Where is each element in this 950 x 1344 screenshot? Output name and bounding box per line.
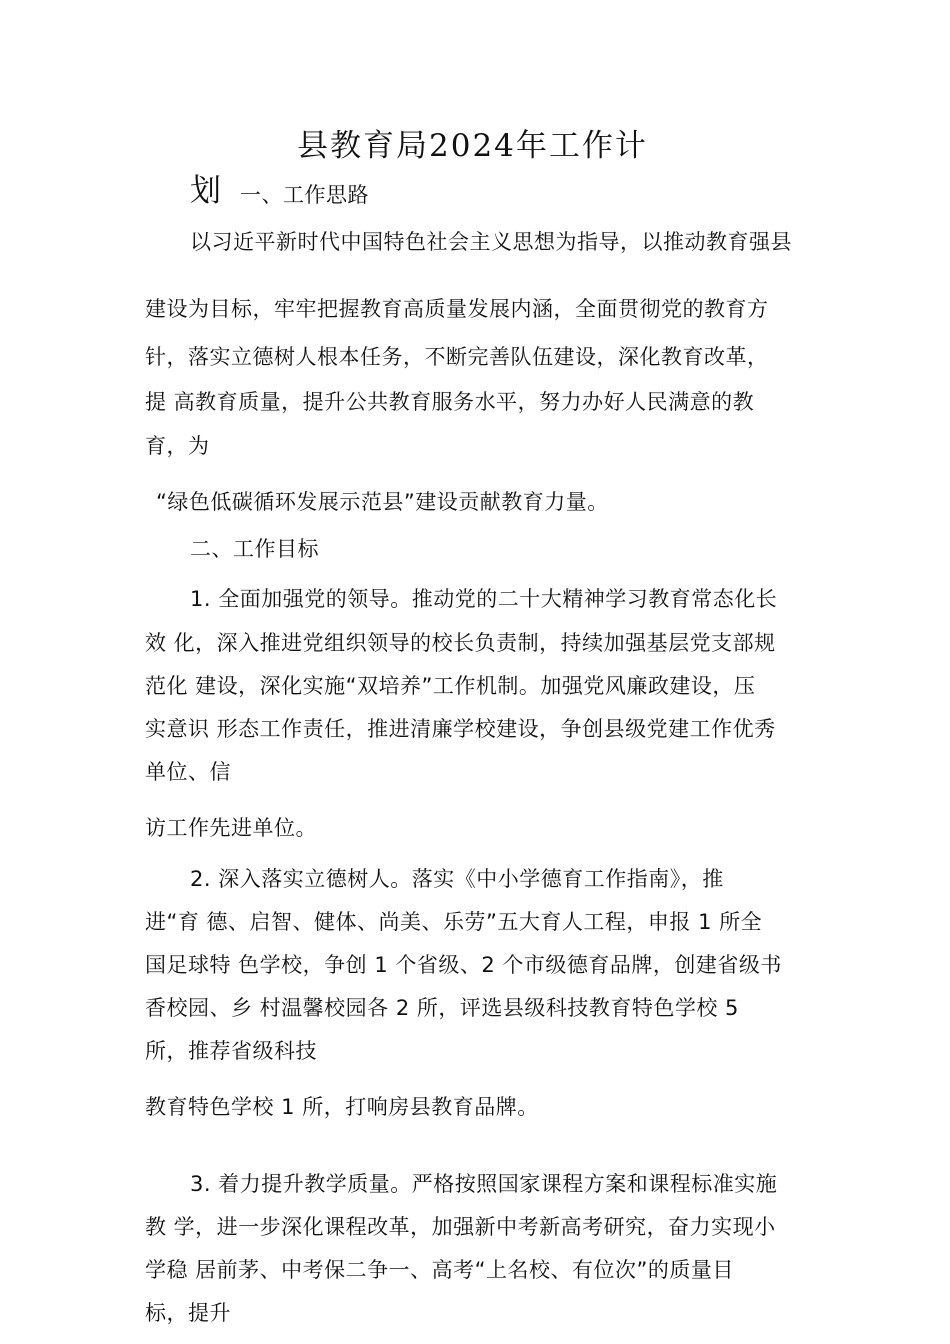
paragraph-line: 育，为 — [145, 434, 210, 458]
section-heading-goals: 二、工作目标 — [190, 537, 319, 561]
list-item-line: 2. 深入落实立德树人。落实《中小学德育工作指南》，推 — [190, 867, 724, 891]
list-item-line: 所，推荐省级科技 — [145, 1039, 317, 1063]
document-title-continuation: 划 — [190, 173, 221, 209]
list-item-line: 教 学，进一步深化课程改革，加强新中考新高考研究，奋力实现小 — [145, 1215, 776, 1239]
section-heading-approach: 一、工作思路 — [240, 183, 369, 207]
list-item-line: 范化 建设，深化实施“双培养”工作机制。加强党风廉政建设，压 — [145, 674, 756, 698]
list-item-line: 访工作先进单位。 — [145, 816, 317, 840]
list-item-line: 单位、信 — [145, 760, 231, 784]
paragraph-line: 提 高教育质量，提升公共教育服务水平，努力办好人民满意的教 — [145, 390, 755, 414]
list-item-line: 教育特色学校 1 所，打响房县教育品牌。 — [145, 1095, 539, 1119]
list-item-line: 1. 全面加强党的领导。推动党的二十大精神学习教育常态化长 — [190, 587, 778, 611]
list-item-line: 国足球特 色学校，争创 1 个省级、2 个市级德育品牌，创建省级书 — [145, 953, 782, 977]
list-item-line: 学稳 居前茅、中考保二争一、高考“上名校、有位次”的质量目 — [145, 1258, 734, 1282]
list-item-line: 3. 着力提升教学质量。严格按照国家课程方案和课程标准实施 — [190, 1172, 778, 1196]
list-item-line: 进“育 德、启智、健体、尚美、乐劳”五大育人工程，申报 1 所全 — [145, 910, 763, 934]
list-item-line: 效 化，深入推进党组织领导的校长负责制，持续加强基层党支部规 — [145, 631, 776, 655]
paragraph-line: 针，落实立德树人根本任务，不断完善队伍建设，深化教育改革， — [145, 345, 769, 369]
document-title: 县教育局2024年工作计 — [297, 128, 648, 164]
paragraph-line: 以习近平新时代中国特色社会主义思想为指导，以推动教育强县 — [190, 230, 792, 254]
paragraph-line: 建设为目标，牢牢把握教育高质量发展内涵，全面贯彻党的教育方 — [145, 297, 769, 321]
paragraph-line: “绿色低碳循环发展示范县”建设贡献教育力量。 — [156, 490, 609, 514]
list-item-line: 标，提升 — [145, 1301, 231, 1325]
list-item-line: 实意识 形态工作责任，推进清廉学校建设，争创县级党建工作优秀 — [145, 717, 776, 741]
list-item-line: 香校园、乡 村温馨校园各 2 所，评选县级科技教育特色学校 5 — [145, 996, 739, 1020]
